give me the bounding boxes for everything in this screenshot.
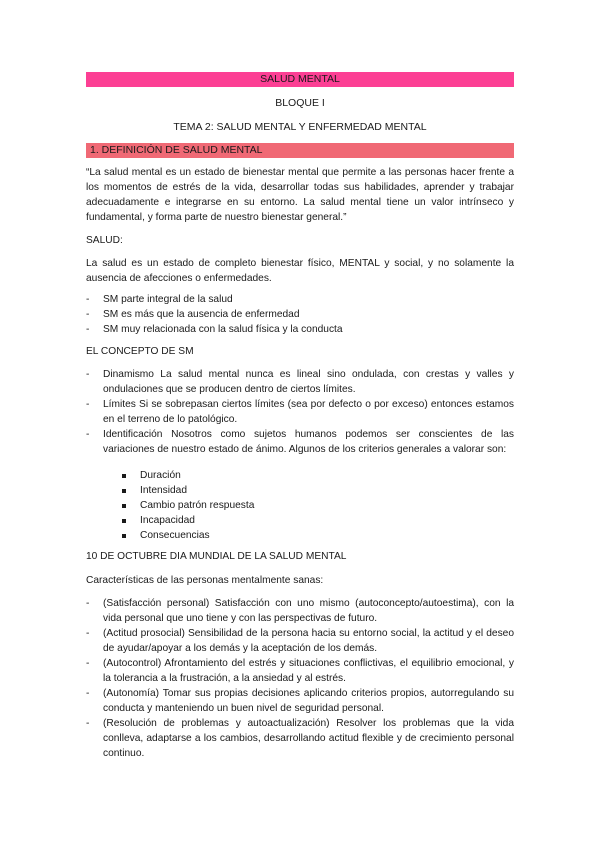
list-item: Cambio patrón respuesta xyxy=(86,498,514,513)
list-item: - SM muy relacionada con la salud física y la conducta xyxy=(86,324,343,335)
document-title: SALUD MENTAL xyxy=(260,73,340,85)
title-banner xyxy=(86,72,514,87)
traits-label: Características de las personas mentalmente sanas: xyxy=(86,575,324,586)
list-item: Intensidad xyxy=(86,483,514,498)
list-item: - SM parte integral de la salud xyxy=(86,294,233,305)
list-item: - (Resolución de problemas y autoactualización) Resolver los problemas que la vida conlleva, adaptarse a los cambios, desarrollando actitud flexible y de crecimiento personal continuo. xyxy=(86,718,514,759)
list-item: Incapacidad xyxy=(86,513,514,528)
criteria-list xyxy=(86,468,514,543)
salud-definition: La salud es un estado de completo bienestar físico, MENTAL y social, y no solamente la ausencia de afecciones o enfermedades. xyxy=(86,258,514,284)
list-item: - Límites Si se sobrepasan ciertos límites (sea por defecto o por exceso) entonces estamos en el terreno de lo patológico. xyxy=(86,399,514,425)
traits-list xyxy=(86,596,514,761)
block-heading: BLOQUE I xyxy=(275,97,325,109)
section-heading: 1. DEFINICIÓN DE SALUD MENTAL xyxy=(90,144,263,156)
list-item: - (Autocontrol) Afrontamiento del estrés y situaciones conflictivas, el equilibrio emocional, y la tolerancia a la frustración, a la ansiedad y al estrés. xyxy=(86,658,514,684)
concept-list xyxy=(86,367,514,457)
definition-quote: “La salud mental es un estado de bienestar mental que permite a las personas hacer frente a los momentos de estrés de la vida, desarrollar todas sus habilidades, aprender y trabajar adecuadamente e integrarse en su entorno. La salud mental tiene un valor intrínseco y fundamental, y forma parte de nuestro bienestar general.” xyxy=(86,167,514,223)
list-item: Consecuencias xyxy=(86,528,514,543)
list-item: - Dinamismo La salud mental nunca es lineal sino ondulada, con crestas y valles y ondulaciones que se producen dentro de ciertos límites. xyxy=(86,369,514,395)
world-day-label: 10 DE OCTUBRE DIA MUNDIAL DE LA SALUD MENTAL xyxy=(86,551,347,562)
list-item: - Identificación Nosotros como sujetos humanos podemos ser conscientes de las variaciones de nuestro estado de ánimo. Algunos de los criterios generales a valorar son: xyxy=(86,429,514,455)
list-item: Duración xyxy=(86,468,514,483)
topic-heading: TEMA 2: SALUD MENTAL Y ENFERMEDAD MENTAL xyxy=(173,121,427,133)
list-item: - SM es más que la ausencia de enfermedad xyxy=(86,309,300,320)
salud-label: SALUD: xyxy=(86,235,123,246)
list-item: - (Satisfacción personal) Satisfacción con uno mismo (autoconcepto/autoestima), con la vida personal que uno tiene y con las perspectivas de futuro. xyxy=(86,598,514,624)
concept-label: EL CONCEPTO DE SM xyxy=(86,346,194,357)
section-banner xyxy=(86,143,514,158)
list-item: - (Autonomía) Tomar sus propias decisiones aplicando criterios propios, autorregulando su conducta y manteniendo un buen nivel de seguridad personal. xyxy=(86,688,514,714)
list-item: - (Actitud prosocial) Sensibilidad de la persona hacia su entorno social, la actitud y el deseo de ayudar/apoyar a los demás y la aceptación de los demás. xyxy=(86,628,514,654)
sm-points-list xyxy=(86,292,514,337)
